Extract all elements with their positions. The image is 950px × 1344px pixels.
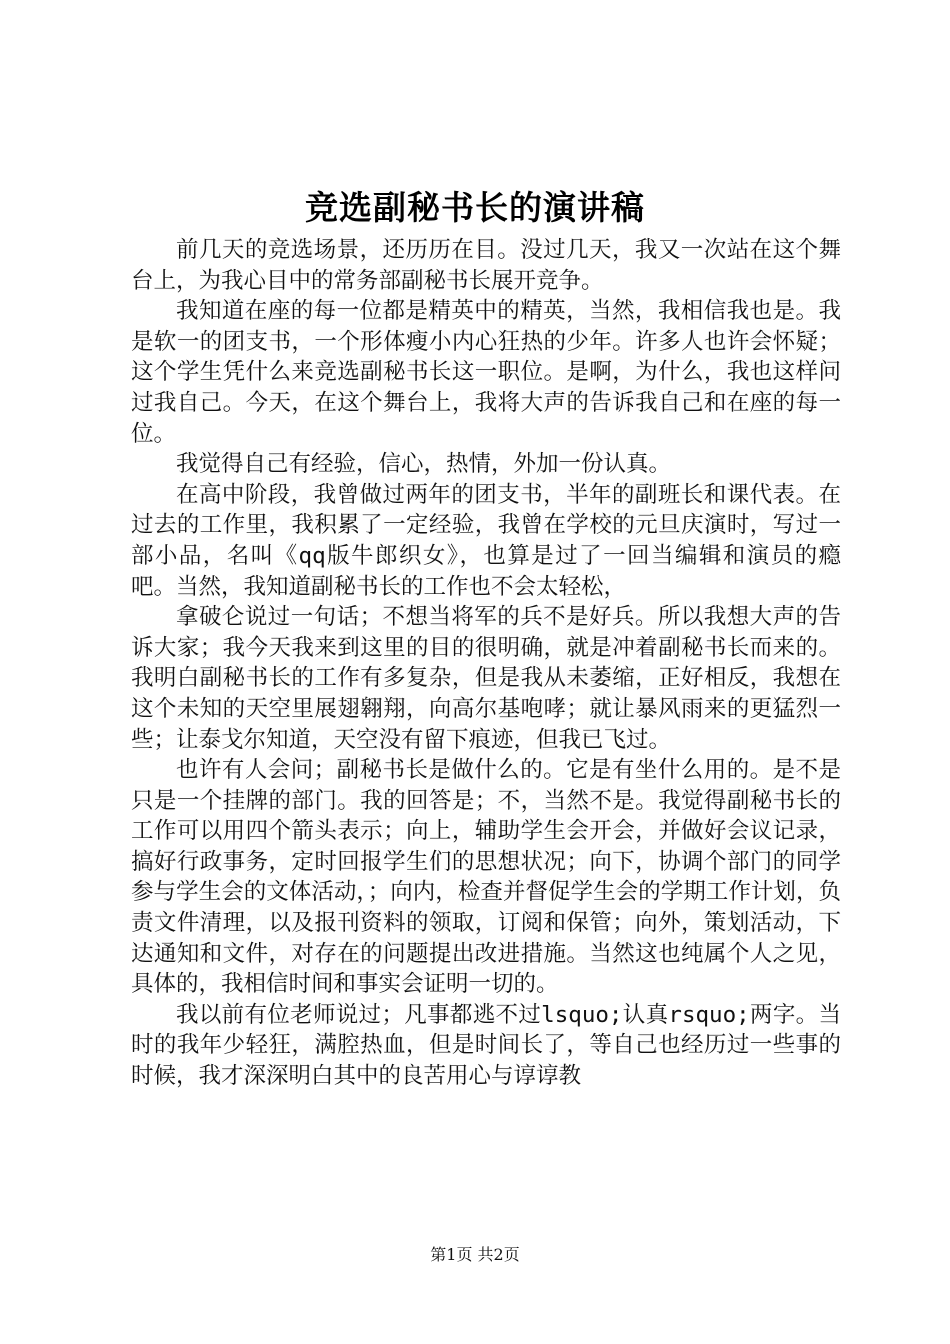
paragraph: 前几天的竞选场景，还历历在目。没过几天，我又一次站在这个舞台上，为我心目中的常务部副秘书长展开竞争。 <box>131 237 841 294</box>
paragraph: 拿破仑说过一句话；不想当将军的兵不是好兵。所以我想大声的告诉大家；我今天我来到这里的目的很明确，就是冲着副秘书长而来的。我明白副秘书长的工作有多复杂，但是我从未萎缩，正好相反，我想在这个未知的天空里展翅翱翔，向高尔基咆哮；就让暴风雨来的更猛烈一些；让泰戈尔知道，天空没有留下痕迹，但我已飞过。 <box>131 604 841 753</box>
paragraph: 也许有人会问；副秘书长是做什么的。它是有坐什么用的。是不是只是一个挂牌的部门。我的回答是；不，当然不是。我觉得副秘书长的工作可以用四个箭头表示；向上，辅助学生会开会，并做好会议记录，搞好行政事务，定时回报学生们的思想状况；向下，协调个部门的同学参与学生会的文体活动，；向内，检查并督促学生会的学期工作计划，负责文件清理，以及报刊资料的领取，订阅和保管；向外，策划活动，下达通知和文件，对存在的问题提出改进措施。当然这也纯属个人之见，具体的，我相信时间和事实会证明一切的。 <box>131 757 841 998</box>
paragraph: 在高中阶段，我曾做过两年的团支书，半年的副班长和课代表。在过去的工作里，我积累了一定经验，我曾在学校的元旦庆演时，写过一部小品，名叫《qq版牛郎织女》，也算是过了一回当编辑和演员的瘾吧。当然，我知道副秘书长的工作也不会太轻松， <box>131 481 841 600</box>
document-body <box>131 235 841 1092</box>
paragraph: 我以前有位老师说过；凡事都逃不过lsquo;认真rsquo;两字。当时的我年少轻狂，满腔热血，但是时间长了，等自己也经历过一些事的时候，我才深深明白其中的良苦用心与谆谆教 <box>131 1001 841 1090</box>
page-number-footer: 第1页 共2页 <box>430 1245 520 1264</box>
paragraph: 我觉得自己有经验，信心，热情，外加一份认真。 <box>176 451 672 478</box>
paragraph: 我知道在座的每一位都是精英中的精英，当然，我相信我也是。我是软一的团支书，一个形体瘦小内心狂热的少年。许多人也许会怀疑；这个学生凭什么来竞选副秘书长这一职位。是啊，为什么，我也这样问过我自己。今天，在这个舞台上，我将大声的告诉我自己和在座的每一位。 <box>131 298 841 447</box>
document-title: 竞选副秘书长的演讲稿 <box>305 188 645 227</box>
